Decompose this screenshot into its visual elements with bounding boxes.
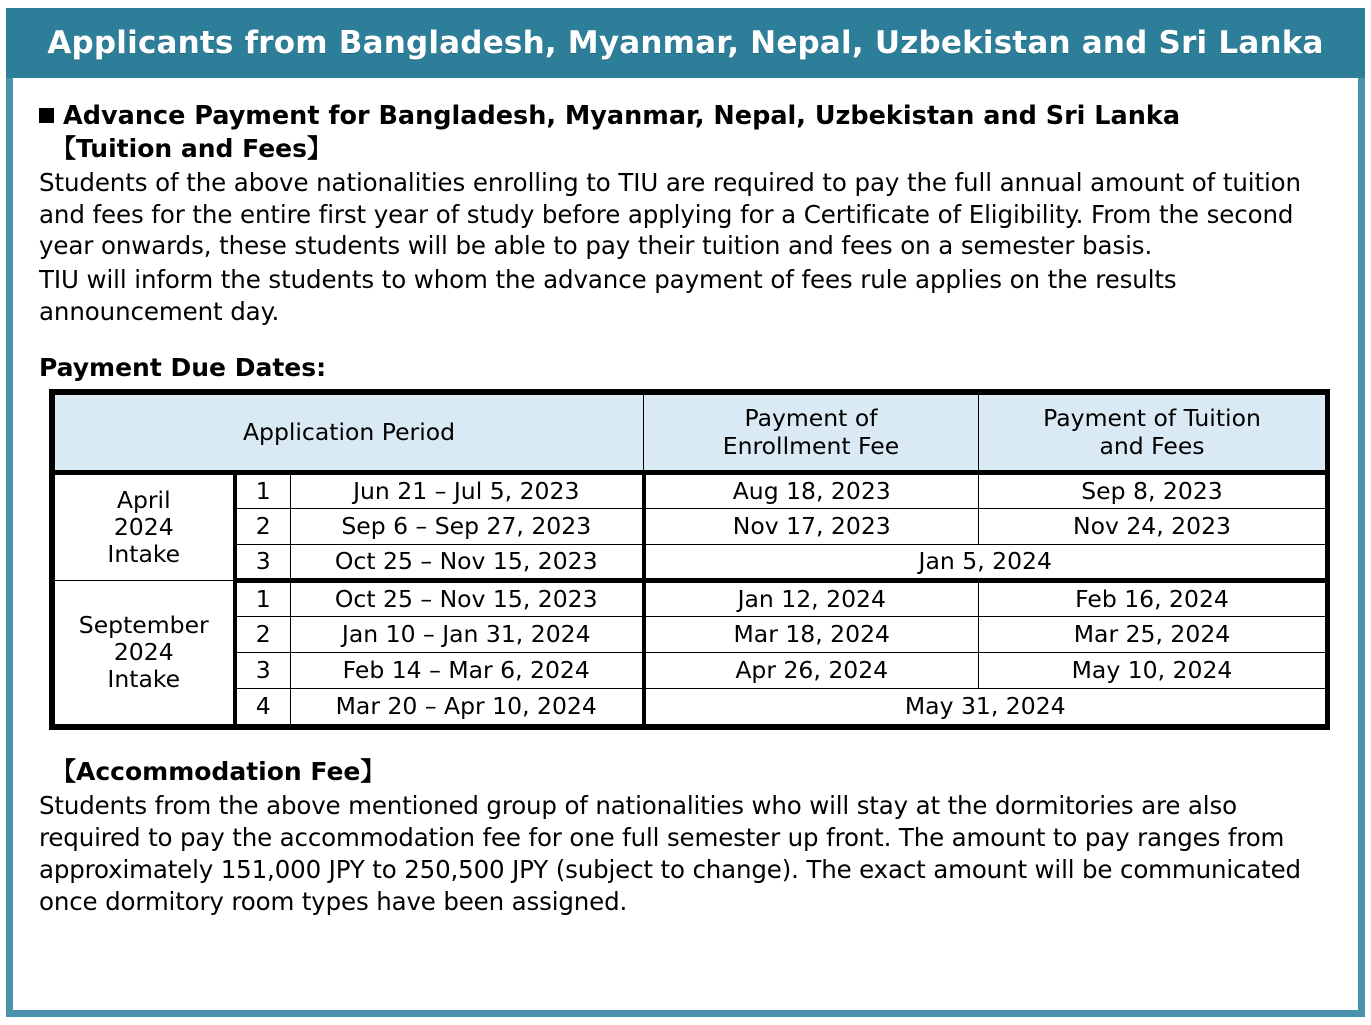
intake-label-april-line3: Intake (107, 540, 181, 569)
table-row (55, 545, 1326, 581)
tuition-fees-value: Nov 24, 2023 (979, 509, 1326, 545)
payment-due-dates-table-wrapper (49, 389, 1330, 730)
application-period-value: Oct 25 – Nov 15, 2023 (291, 545, 644, 581)
intake-label-april (55, 473, 235, 581)
row-number: 4 (235, 689, 291, 725)
combined-payment-due-value: May 31, 2024 (644, 689, 1326, 725)
advance-payment-heading-row (39, 100, 1338, 133)
table-row (55, 653, 1326, 689)
col-header-tuition-and-fees-line2: and Fees (1099, 431, 1205, 460)
row-number: 2 (235, 509, 291, 545)
table-row (55, 473, 1326, 509)
intake-label-september-line3: Intake (107, 665, 181, 694)
row-number: 2 (235, 617, 291, 653)
col-header-application-period: Application Period (55, 395, 644, 473)
advance-payment-paragraph-1: Students of the above nationalities enrolling to TIU are required to pay the full annual amount of tuition and fees for the entire first year of study before applying for a Certificate of Eligibility. From the second year onwards, these students will be able to pay their tuition and fees on a semester basis. (39, 168, 1301, 261)
enrollment-fee-value: Jan 12, 2024 (644, 581, 979, 617)
table-header-row (55, 395, 1326, 473)
application-period-value: Jan 10 – Jan 31, 2024 (291, 617, 644, 653)
advance-payment-heading: Advance Payment for Bangladesh, Myanmar, Nepal, Uzbekistan and Sri Lanka (63, 101, 1181, 131)
tuition-fees-value: Feb 16, 2024 (979, 581, 1326, 617)
enrollment-fee-value: Apr 26, 2024 (644, 653, 979, 689)
intake-label-september-line2: 2024 (113, 637, 174, 666)
table-row (55, 581, 1326, 617)
col-header-enrollment-fee (644, 395, 979, 473)
application-period-value: Mar 20 – Apr 10, 2024 (291, 689, 644, 725)
col-header-tuition-and-fees-line1: Payment of Tuition (1043, 404, 1261, 433)
table-row (55, 509, 1326, 545)
enrollment-fee-value: Mar 18, 2024 (644, 617, 979, 653)
combined-payment-due-value: Jan 5, 2024 (644, 545, 1326, 581)
col-header-enrollment-fee-line1: Payment of (744, 404, 878, 433)
application-period-value: Sep 6 – Sep 27, 2023 (291, 509, 644, 545)
tuition-fees-value: May 10, 2024 (979, 653, 1326, 689)
table-row (55, 689, 1326, 725)
application-period-value: Feb 14 – Mar 6, 2024 (291, 653, 644, 689)
page-title: Applicants from Bangladesh, Myanmar, Nepal, Uzbekistan and Sri Lanka (47, 25, 1324, 61)
accommodation-fee-heading: 【Accommodation Fee】 (51, 757, 386, 787)
intake-label-september-line1: September (78, 610, 209, 639)
row-number: 3 (235, 545, 291, 581)
content-body (13, 78, 1358, 382)
tuition-fees-value: Mar 25, 2024 (979, 617, 1326, 653)
accommodation-fee-paragraph: Students from the above mentioned group of nationalities who will stay at the dormitories are also required to pay the accommodation fee for one full semester up front. The amount to pay ranges from approximately 151,000 JPY to 250,500 JPY (subject to change). The exact amount will be communicated once dormitory room types have been assigned. (39, 791, 1301, 916)
table-row (55, 617, 1326, 653)
advance-payment-paragraph-2: TIU will inform the students to whom the advance payment of fees rule applies on the results announcement day. (39, 264, 1177, 326)
col-header-tuition-and-fees (979, 395, 1326, 473)
tuition-fees-value: Sep 8, 2023 (979, 473, 1326, 509)
payment-due-dates-table (54, 394, 1326, 725)
enrollment-fee-value: Aug 18, 2023 (644, 473, 979, 509)
content-frame (6, 78, 1365, 1017)
application-period-value: Oct 25 – Nov 15, 2023 (291, 581, 644, 617)
section-spacer (39, 327, 1338, 353)
tuition-and-fees-subheading: 【Tuition and Fees】 (51, 133, 332, 163)
intake-label-april-line1: April (116, 485, 171, 514)
enrollment-fee-value: Nov 17, 2023 (644, 509, 979, 545)
row-number: 1 (235, 473, 291, 509)
row-number: 3 (235, 653, 291, 689)
square-bullet-icon (39, 108, 54, 123)
accommodation-section (13, 752, 1358, 917)
row-number: 1 (235, 581, 291, 617)
intake-label-april-line2: 2024 (113, 512, 174, 541)
col-header-enrollment-fee-line2: Enrollment Fee (722, 431, 900, 460)
payment-due-dates-label: Payment Due Dates: (39, 353, 327, 383)
page-title-bar (6, 8, 1365, 78)
application-period-value: Jun 21 – Jul 5, 2023 (291, 473, 644, 509)
intake-label-september (55, 581, 235, 725)
